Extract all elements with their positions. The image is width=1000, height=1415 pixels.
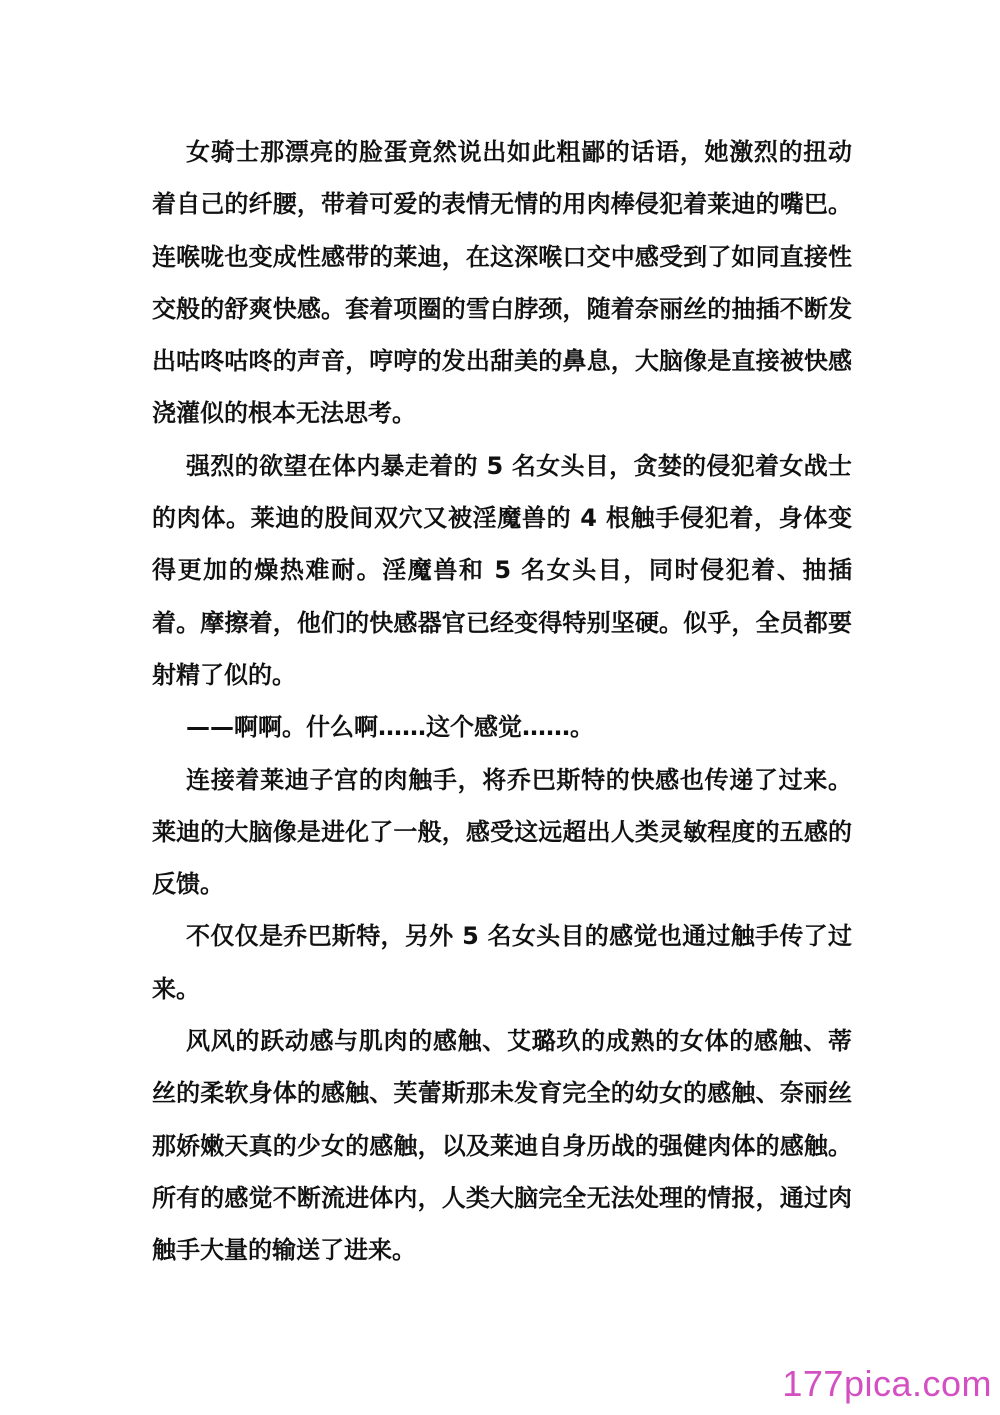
paragraph-3: ——啊啊。什么啊……这个感觉……。 [186, 713, 594, 742]
paragraph-6: 风风的跃动感与肌肉的感触、艾璐玖的成熟的女体的感触、蒂丝的柔软身体的感触、芙蕾斯那未发育完全的幼女的感触、奈丽丝那娇嫩天真的少女的感触，以及莱迪自身历战的强健肉体的感触。所有的感觉不断流进体内，人类大脑完全无法处理的情报，通过肉触手大量的输送了进来。 [152, 1027, 852, 1265]
paragraph-2: 强烈的欲望在体内暴走着的 5 名女头目，贪婪的侵犯着女战士的肉体。莱迪的股间双穴又被淫魔兽的 4 根触手侵犯着，身体变得更加的燥热难耐。淫魔兽和 5 名女头目，同时侵犯着、抽插着。摩擦着，他们的快感器官已经变得特别坚硬。似乎，全员都要射精了似的。 [152, 451, 852, 689]
watermark-text: 177pica.com [782, 1363, 992, 1404]
paragraph-5: 不仅仅是乔巴斯特，另外 5 名女头目的感觉也通过触手传了过来。 [152, 922, 852, 1003]
paragraph-1: 女骑士那漂亮的脸蛋竟然说出如此粗鄙的话语，她激烈的扭动着自己的纤腰，带着可爱的表情无情的用肉棒侵犯着莱迪的嘴巴。连喉咙也变成性感带的莱迪，在这深喉口交中感受到了如同直接性交般的舒爽快感。套着项圈的雪白脖颈，随着奈丽丝的抽插不断发出咕咚咕咚的声音，哼哼的发出甜美的鼻息，大脑像是直接被快感浇灌似的根本无法思考。 [152, 138, 852, 428]
text-body [152, 126, 852, 1277]
paragraph-4: 连接着莱迪子宫的肉触手，将乔巴斯特的快感也传递了过来。莱迪的大脑像是进化了一般，感受这远超出人类灵敏程度的五感的反馈。 [152, 765, 852, 899]
